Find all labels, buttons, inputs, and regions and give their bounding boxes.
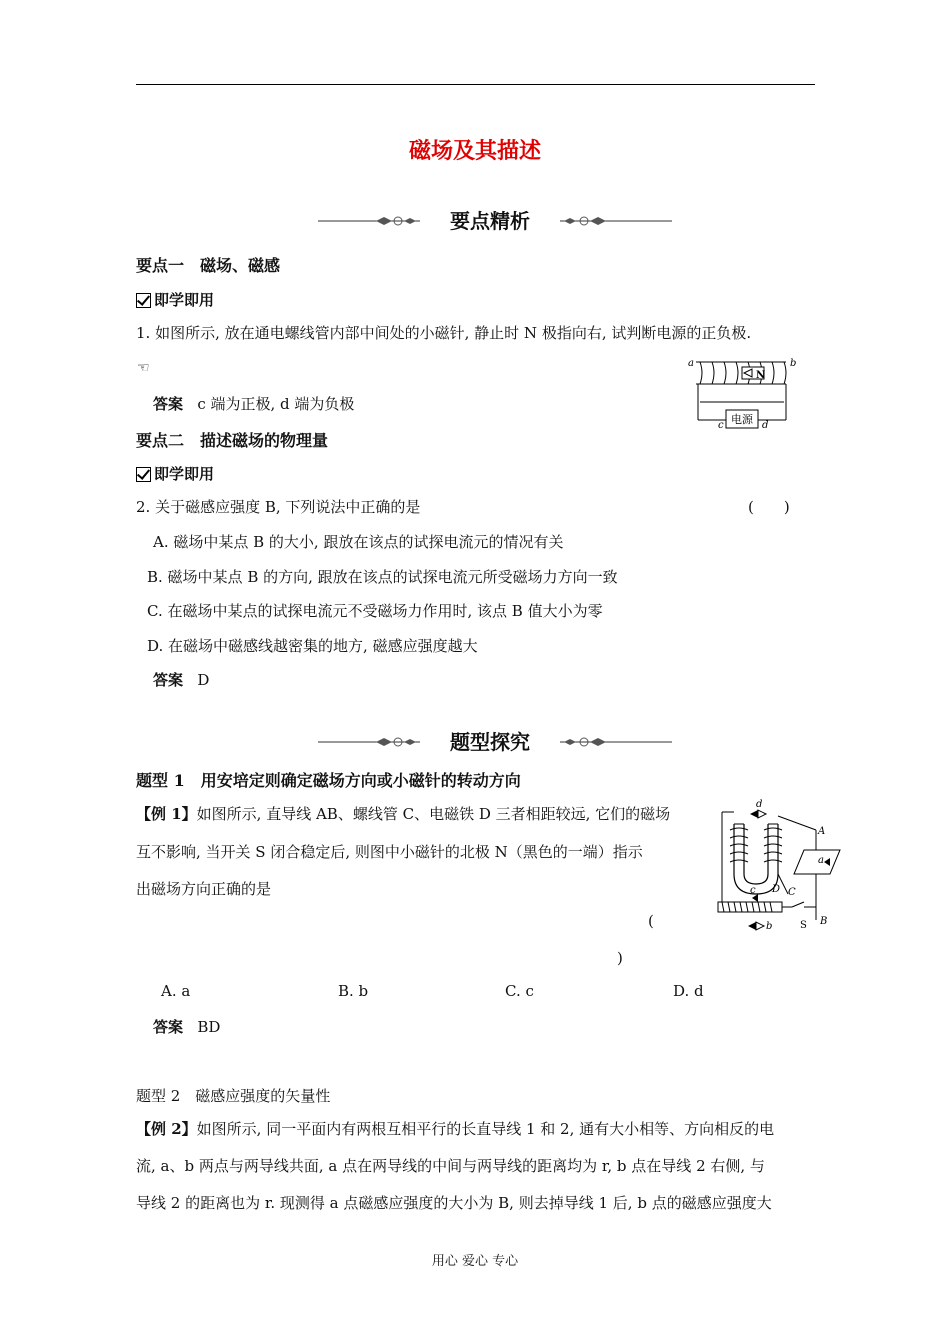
answer-ex1-label: 答案 — [153, 1018, 184, 1036]
q2-option-b: B. 磁场中某点 B 的方向, 跟放在该点的试探电流元所受磁场力方向一致 — [147, 568, 618, 586]
answer-1-label: 答案 — [153, 395, 184, 413]
example-2-line-2: 流, a、b 两点与两导线共面, a 点在两导线的中间与两导线的距离均为 r, b 点在导线 2 右侧, 与 — [136, 1157, 765, 1175]
point1-sub — [136, 289, 214, 310]
q2-option-a: A. 磁场中某点 B 的大小, 跟放在该点的试探电流元的情况有关 — [153, 533, 564, 551]
example-1-paren-close: ) — [617, 949, 623, 967]
fig1-label-power: 电源 — [731, 413, 753, 426]
fig2-label-B: B — [820, 916, 828, 927]
section-banner-2 — [300, 727, 680, 757]
answer-2-text: D — [197, 671, 210, 689]
ex1-option-c: C. c — [505, 982, 534, 1000]
example-2-label: 【例 2】 — [136, 1120, 197, 1138]
fig2-label-A: A — [818, 826, 826, 837]
fig2-label-D: D — [772, 884, 781, 895]
ex1-option-a: A. a — [161, 982, 191, 1000]
pointer-hand-icon: ☜ — [137, 360, 150, 376]
fig1-label-c: c — [718, 420, 724, 431]
checkbox-icon — [136, 293, 151, 308]
example-1-paren-open: ( — [648, 912, 654, 930]
fig1-label-n: N — [756, 370, 766, 381]
example-1-line-1 — [136, 803, 670, 824]
fig2-label-d: d — [756, 799, 763, 810]
example-2-line-3: 导线 2 的距离也为 r. 现测得 a 点磁感应强度的大小为 B, 则去掉导线 1 后, b 点的磁感应强度大 — [136, 1194, 772, 1212]
point2-heading: 要点二 描述磁场的物理量 — [136, 431, 329, 450]
page-footer: 用心 爱心 专心 — [431, 1254, 519, 1269]
q2-option-d: D. 在磁场中磁感线越密集的地方, 磁感应强度越大 — [147, 637, 478, 655]
example-1-text-1: 如图所示, 直导线 AB、螺线管 C、电磁铁 D 三者相距较远, 它们的磁场 — [196, 805, 671, 823]
question-2: 2. 关于磁感应强度 B, 下列说法中正确的是 — [136, 498, 421, 516]
fig2-label-a: a — [818, 855, 824, 866]
fig1-label-d: d — [762, 420, 769, 431]
type1-heading: 题型 1 用安培定则确定磁场方向或小磁针的转动方向 — [136, 771, 521, 790]
fig2-label-b: b — [766, 921, 773, 932]
type2-heading: 题型 2 磁感应强度的矢量性 — [136, 1087, 331, 1105]
answer-2-label: 答案 — [153, 671, 184, 689]
ex1-option-d: D. d — [673, 982, 704, 1000]
point2-sub — [136, 463, 214, 484]
example-1-line-2: 互不影响, 当开关 S 闭合稳定后, 则图中小磁针的北极 N（黑色的一端）指示 — [136, 843, 643, 861]
question-2-bracket: ( ) — [748, 498, 790, 516]
point1-sub-label: 即学即用 — [154, 291, 215, 309]
point1-heading: 要点一 磁场、磁感 — [136, 256, 281, 275]
fig2-label-S: S — [800, 920, 807, 931]
fig2-label-C: C — [788, 887, 796, 898]
fig1-label-b: b — [790, 358, 797, 369]
top-rule — [136, 84, 815, 85]
banner-title: 题型探究 — [450, 730, 530, 754]
point2-sub-label: 即学即用 — [154, 465, 215, 483]
section-banner-1 — [300, 206, 680, 236]
page-title: 磁场及其描述 — [408, 138, 541, 164]
example-2-line-1 — [136, 1118, 774, 1139]
example-1-label: 【例 1】 — [136, 805, 197, 823]
solenoid-figure — [686, 356, 810, 432]
fig2-label-c: c — [750, 885, 756, 896]
ex1-option-b: B. b — [338, 982, 369, 1000]
answer-ex1-text: BD — [197, 1018, 221, 1036]
checkbox-icon — [136, 467, 151, 482]
banner-title: 要点精析 — [450, 209, 530, 233]
example-2-text-1: 如图所示, 同一平面内有两根互相平行的长直导线 1 和 2, 通有大小相等、方向相反的电 — [196, 1120, 775, 1138]
example-1-line-3: 出磁场方向正确的是 — [136, 880, 272, 898]
answer-2 — [153, 669, 209, 690]
answer-1 — [153, 393, 354, 414]
answer-ex1 — [153, 1016, 220, 1037]
question-1: 1. 如图所示, 放在通电螺线管内部中间处的小磁针, 静止时 N 极指向右, 试判断电源的正负极. — [136, 324, 752, 342]
q2-option-c: C. 在磁场中某点的试探电流元不受磁场力作用时, 该点 B 值大小为零 — [147, 602, 603, 620]
answer-1-text: c 端为正极, d 端为负极 — [197, 395, 355, 413]
electromagnet-figure — [712, 794, 842, 934]
fig1-label-a: a — [688, 358, 694, 369]
